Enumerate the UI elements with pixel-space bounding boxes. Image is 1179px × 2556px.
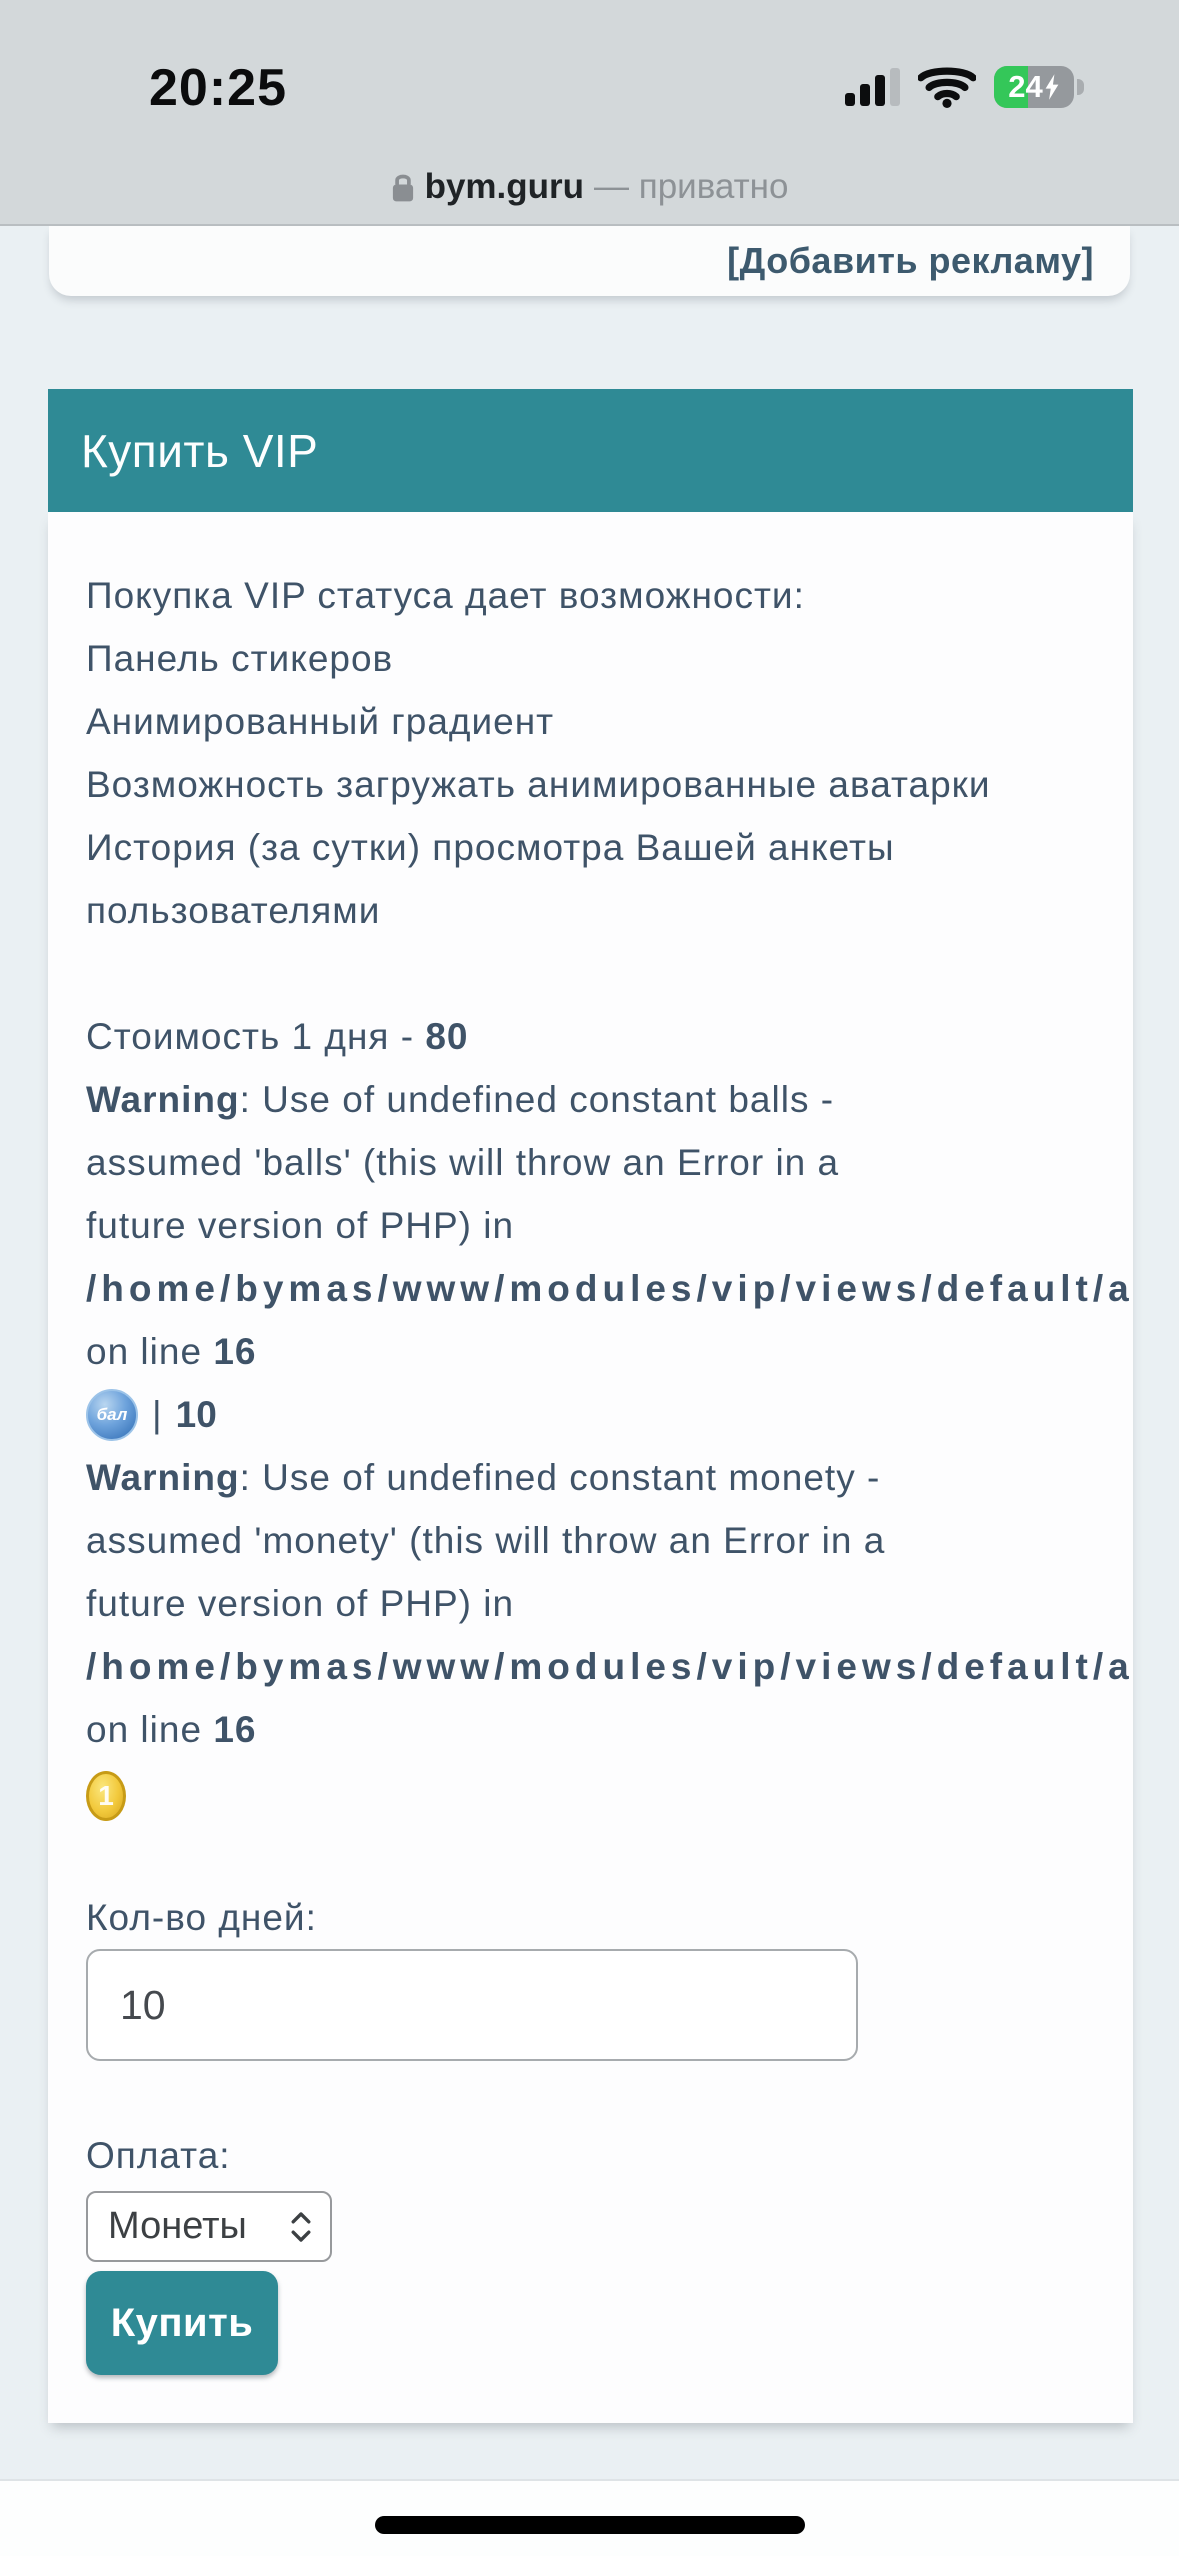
- php-warning-1-line1: [86, 1068, 1133, 1131]
- buy-button[interactable]: Купить: [86, 2271, 278, 2375]
- battery-cap: [1077, 79, 1084, 95]
- ad-card: [49, 226, 1130, 296]
- warning-label: Warning: [86, 1456, 240, 1498]
- warning-text: : Use of undefined constant monety -: [239, 1456, 881, 1498]
- days-label: Кол-во дней:: [86, 1896, 317, 1938]
- private-mode-label: — приватно: [594, 167, 789, 206]
- days-count-input[interactable]: [86, 1949, 858, 2061]
- balance-line: [86, 1383, 1133, 1446]
- lock-icon: [391, 171, 415, 203]
- gold-coin-line: [86, 1761, 1133, 1831]
- payment-select[interactable]: [86, 2191, 332, 2262]
- php-warning-1-lineno: [86, 1320, 1133, 1383]
- php-warning-2-line3: future version of PHP) in: [86, 1582, 515, 1624]
- balance-value: 10: [175, 1393, 217, 1435]
- vip-panel-header: [48, 389, 1133, 512]
- add-advert-link[interactable]: [Добавить рекламу]: [727, 240, 1094, 281]
- cost-line: [86, 1005, 1133, 1068]
- home-indicator[interactable]: [375, 2516, 805, 2534]
- clock: 20:25: [149, 59, 287, 117]
- address-bar[interactable]: [0, 162, 1179, 212]
- line-number: 16: [213, 1330, 257, 1372]
- vip-panel-body: [48, 512, 1133, 2423]
- gold-coin-icon: 1: [86, 1771, 126, 1821]
- warning-label: Warning: [86, 1078, 240, 1120]
- payment-selected-option: Монеты: [108, 2205, 247, 2247]
- vip-intro-line: Покупка VIP статуса дает возможности:: [86, 574, 805, 616]
- cost-value: 80: [425, 1015, 469, 1057]
- vip-feature-stickers: Панель стикеров: [86, 637, 394, 679]
- on-line-prefix: on line: [86, 1330, 214, 1372]
- php-warning-2-lineno: [86, 1698, 1133, 1761]
- select-chevrons-icon: [288, 2210, 314, 2244]
- php-warning-1-path: /home/bymas/www/modules/vip/views/default/a: [86, 1267, 1134, 1309]
- cellular-signal-icon: [845, 66, 907, 106]
- warning-text: : Use of undefined constant balls -: [239, 1078, 835, 1120]
- site-host: bym.guru: [424, 167, 585, 206]
- php-warning-1-line2: assumed 'balls' (this will throw an Error in a: [86, 1141, 840, 1183]
- battery-percent-text: 24: [1008, 69, 1043, 104]
- vip-feature-avatars: Возможность загружать анимированные аватарки: [86, 763, 991, 805]
- on-line-prefix: on line: [86, 1708, 214, 1750]
- php-warning-2-line1: [86, 1446, 1133, 1509]
- bal-coin-icon: бал: [86, 1389, 138, 1441]
- vip-feature-history-line1: История (за сутки) просмотра Вашей анкеты: [86, 826, 895, 868]
- php-warning-1-line3: future version of PHP) in: [86, 1204, 515, 1246]
- line-number: 16: [213, 1708, 257, 1750]
- php-warning-2-line2: assumed 'monety' (this will throw an Error in a: [86, 1519, 886, 1561]
- vip-feature-history-line2: пользователями: [86, 889, 381, 931]
- php-warning-2-path: /home/bymas/www/modules/vip/views/default/a: [86, 1645, 1134, 1687]
- wifi-icon: [918, 64, 976, 108]
- charging-bolt-icon: [1044, 73, 1060, 101]
- balance-separator: |: [152, 1393, 162, 1435]
- vip-panel-title: Купить VIP: [81, 424, 319, 477]
- vip-feature-gradient: Анимированный градиент: [86, 700, 555, 742]
- cost-prefix: Стоимость 1 дня -: [86, 1015, 426, 1057]
- payment-label: Оплата:: [86, 2134, 231, 2176]
- battery-icon: [994, 66, 1074, 108]
- status-and-url-bar: [0, 0, 1179, 226]
